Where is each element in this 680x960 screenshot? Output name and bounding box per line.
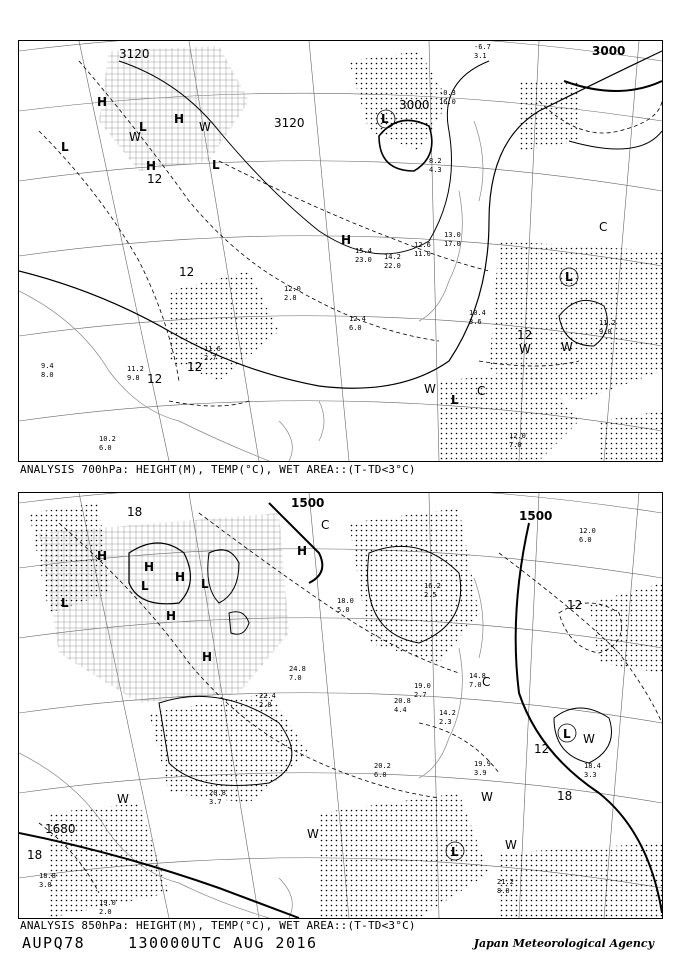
station-plot — [99, 435, 116, 452]
svg-text:4.3: 4.3 — [429, 166, 442, 174]
station-plot — [439, 89, 456, 106]
svg-text:7.0: 7.0 — [509, 441, 522, 449]
station-plot — [289, 665, 306, 682]
isotherm-label: 12 — [567, 598, 583, 612]
svg-text:2.0: 2.0 — [259, 701, 272, 709]
warm-center: W — [307, 827, 319, 841]
warm-center: W — [583, 732, 595, 746]
svg-text:3.6: 3.6 — [469, 318, 482, 326]
svg-text:2.0: 2.0 — [99, 908, 112, 916]
isotherm-label: 18 — [27, 848, 43, 862]
station-plot — [384, 253, 401, 270]
cold-center: C — [599, 220, 608, 234]
svg-text:6.0: 6.0 — [374, 771, 387, 779]
low-center: L — [139, 120, 147, 134]
svg-text:19.9: 19.9 — [474, 760, 491, 768]
warm-center: W — [117, 792, 129, 806]
svg-text:3.0: 3.0 — [39, 881, 52, 889]
low-center: L — [61, 596, 69, 610]
svg-text:2.8: 2.8 — [284, 294, 297, 302]
caption-850hpa: ANALYSIS 850hPa: HEIGHT(M), TEMP(°C), WET AREA::(T-TD<3°C) — [20, 919, 416, 932]
svg-text:8.0: 8.0 — [41, 371, 54, 379]
svg-text:23.0: 23.0 — [355, 256, 372, 264]
station-plot — [349, 315, 366, 332]
station-plot — [414, 241, 431, 258]
svg-text:18.4: 18.4 — [584, 762, 601, 770]
svg-text:11.2: 11.2 — [599, 319, 616, 327]
svg-text:7.0: 7.0 — [469, 681, 482, 689]
svg-text:13.0: 13.0 — [444, 231, 461, 239]
svg-text:12.0: 12.0 — [509, 432, 526, 440]
isotherm-label: 12 — [147, 372, 163, 386]
svg-text:11.0: 11.0 — [414, 250, 431, 258]
station-plot — [439, 709, 456, 726]
high-center: H — [97, 549, 108, 563]
svg-text:3.7: 3.7 — [209, 798, 222, 806]
svg-text:-0.3: -0.3 — [439, 89, 456, 97]
svg-text:4.4: 4.4 — [394, 706, 407, 714]
svg-text:3.1: 3.1 — [474, 52, 487, 60]
station-plot — [429, 157, 442, 174]
warm-center: W — [129, 130, 141, 144]
svg-text:6.0: 6.0 — [579, 536, 592, 544]
cold-center: C — [477, 384, 486, 398]
warm-center: W — [519, 342, 531, 356]
svg-text:20.2: 20.2 — [374, 762, 391, 770]
station-plot — [584, 762, 601, 779]
analysis-700hpa-map — [18, 40, 663, 462]
isotherm-label: 12 — [147, 172, 163, 186]
svg-text:6.0: 6.0 — [99, 444, 112, 452]
isotherm-label: 12 — [179, 265, 195, 279]
high-center: H — [97, 95, 108, 109]
warm-center: W — [199, 120, 211, 134]
station-plot — [474, 43, 491, 60]
high-center: H — [297, 544, 308, 558]
agency-name: Japan Meteorological Agency — [473, 937, 654, 950]
isotherm-label: 12 — [534, 742, 550, 756]
station-plot — [394, 697, 411, 714]
svg-text:2.7: 2.7 — [204, 354, 217, 362]
high-center: H — [175, 570, 186, 584]
isotherm-label: 18 — [557, 789, 573, 803]
svg-text:10.4: 10.4 — [469, 309, 486, 317]
svg-text:18.0: 18.0 — [337, 597, 354, 605]
height-label: 3000 — [592, 44, 626, 58]
svg-text:12.4: 12.4 — [349, 315, 366, 323]
svg-text:16.0: 16.0 — [439, 98, 456, 106]
low-center: L — [141, 579, 149, 593]
svg-text:21.2: 21.2 — [497, 878, 514, 886]
svg-text:-6.7: -6.7 — [474, 43, 491, 51]
svg-text:9.0: 9.0 — [599, 328, 612, 336]
isotherm-label: 18 — [127, 505, 143, 519]
high-center: H — [146, 159, 157, 173]
high-center: H — [341, 233, 352, 247]
cold-center: C — [321, 518, 330, 532]
svg-text:2.5: 2.5 — [424, 591, 437, 599]
svg-text:8.2: 8.2 — [429, 157, 442, 165]
low-center: L — [565, 270, 573, 284]
svg-text:8.0: 8.0 — [497, 887, 510, 895]
svg-text:14.8: 14.8 — [469, 672, 486, 680]
station-plot — [579, 527, 596, 544]
isotherm-label: 12 — [517, 328, 533, 342]
high-center: H — [174, 112, 185, 126]
high-center: H — [166, 609, 177, 623]
low-center: L — [563, 727, 571, 741]
svg-text:14.2: 14.2 — [384, 253, 401, 261]
isotherm-label: 12 — [187, 360, 203, 374]
cold-center: C — [482, 675, 491, 689]
station-plot — [99, 899, 116, 916]
height-label: 3120 — [274, 116, 305, 130]
analysis-850hpa-map — [18, 492, 663, 919]
height-label: 1500 — [291, 496, 325, 510]
warm-center: W — [561, 340, 573, 354]
svg-text:22.4: 22.4 — [259, 692, 276, 700]
station-plot — [127, 365, 144, 382]
svg-text:18.8: 18.8 — [39, 872, 56, 880]
svg-text:11.2: 11.2 — [127, 365, 144, 373]
map-850-canvas — [19, 493, 662, 918]
station-plot — [41, 362, 54, 379]
svg-text:14.2: 14.2 — [439, 709, 456, 717]
station-plot — [474, 760, 491, 777]
warm-center: W — [424, 382, 436, 396]
low-center: L — [451, 845, 459, 859]
station-plot — [284, 285, 301, 302]
map-700-canvas — [19, 41, 662, 461]
low-center: L — [201, 577, 209, 591]
svg-text:2.3: 2.3 — [439, 718, 452, 726]
bulletin-code: AUPQ78 — [22, 934, 86, 952]
svg-text:9.8: 9.8 — [127, 374, 140, 382]
high-center: H — [144, 560, 155, 574]
svg-text:3.3: 3.3 — [584, 771, 597, 779]
valid-time: 130000UTC AUG 2016 — [128, 934, 318, 952]
svg-text:19.0: 19.0 — [414, 682, 431, 690]
svg-text:19.0: 19.0 — [99, 899, 116, 907]
svg-text:16.2: 16.2 — [424, 582, 441, 590]
svg-text:6.0: 6.0 — [349, 324, 362, 332]
station-plot — [444, 231, 461, 248]
svg-text:9.4: 9.4 — [41, 362, 54, 370]
svg-text:15.4: 15.4 — [355, 247, 372, 255]
height-label: 3120 — [119, 47, 150, 61]
low-center: L — [381, 112, 389, 126]
svg-text:17.0: 17.0 — [444, 240, 461, 248]
warm-center: W — [505, 838, 517, 852]
warm-center: W — [481, 790, 493, 804]
station-plot — [374, 762, 391, 779]
low-center: L — [212, 158, 220, 172]
svg-text:24.8: 24.8 — [289, 665, 306, 673]
height-label: 1500 — [519, 509, 553, 523]
svg-text:20.8: 20.8 — [394, 697, 411, 705]
low-center: L — [451, 393, 459, 407]
low-center: L — [61, 140, 69, 154]
svg-text:3.9: 3.9 — [474, 769, 487, 777]
svg-text:2.7: 2.7 — [414, 691, 427, 699]
high-center: H — [202, 650, 213, 664]
svg-text:11.6: 11.6 — [204, 345, 221, 353]
svg-text:5.0: 5.0 — [337, 606, 350, 614]
svg-text:7.0: 7.0 — [289, 674, 302, 682]
height-label: 1680 — [45, 822, 76, 836]
svg-text:10.2: 10.2 — [99, 435, 116, 443]
station-plot — [337, 597, 354, 614]
svg-text:12.6: 12.6 — [414, 241, 431, 249]
svg-text:12.0: 12.0 — [579, 527, 596, 535]
height-label: 3000 — [399, 98, 430, 112]
svg-text:22.0: 22.0 — [384, 262, 401, 270]
svg-text:20.8: 20.8 — [209, 789, 226, 797]
caption-700hpa: ANALYSIS 700hPa: HEIGHT(M), TEMP(°C), WET AREA::(T-TD<3°C) — [20, 463, 416, 476]
svg-text:12.0: 12.0 — [284, 285, 301, 293]
station-plot — [355, 247, 372, 264]
